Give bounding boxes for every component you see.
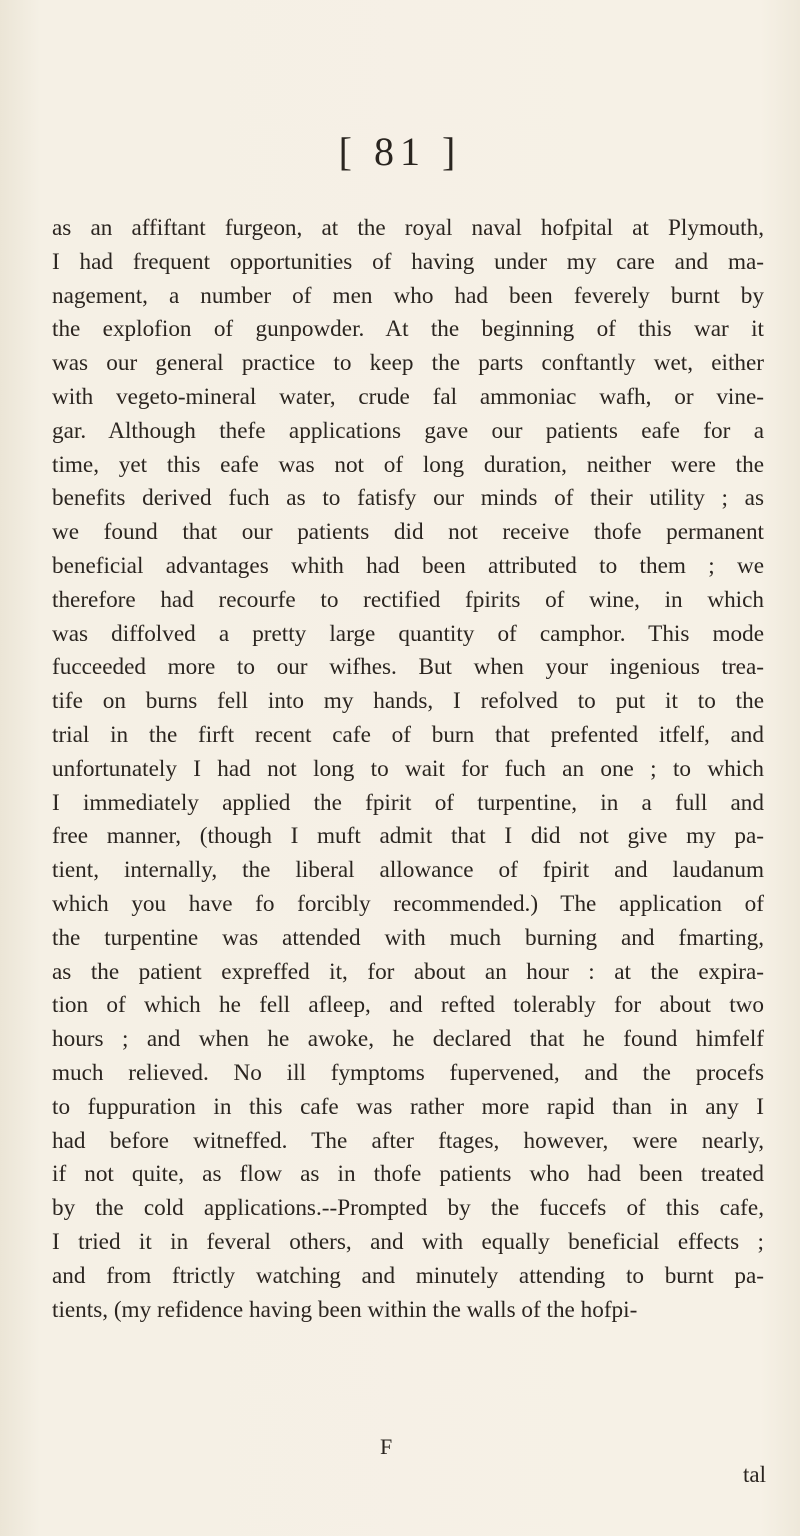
text-line: free manner, (though I muft admit that I did not give my pa-	[52, 823, 764, 850]
text-line: beneficial advantages whith had been attributed to them ; we	[52, 552, 764, 579]
text-line: we found that our patients did not receive thofe permanent	[52, 519, 764, 546]
text-line: I immediately applied the fpirit of turpentine, in a full and	[52, 789, 764, 816]
text-line: hours ; and when he awoke, he declared that he found himfelf	[52, 1026, 764, 1053]
signature-mark: F	[380, 1434, 393, 1459]
catchword: tal	[743, 1462, 766, 1487]
text-line: to fuppuration in this cafe was rather more rapid than in any I	[52, 1093, 764, 1120]
text-line: was our general practice to keep the parts conftantly wet, either	[52, 350, 764, 377]
text-line: trial in the firft recent cafe of burn that prefented itfelf, and	[52, 721, 764, 748]
text-line: as the patient expreffed it, for about an hour : at the expira-	[52, 958, 764, 985]
text-line: was diffolved a pretty large quantity of camphor. This mode	[52, 620, 764, 647]
text-line: gar. Although thefe applications gave our patients eafe for a	[52, 417, 764, 444]
text-line: as an affiftant furgeon, at the royal naval hofpital at Plymouth,	[52, 215, 764, 241]
text-line: if not quite, as flow as in thofe patients who had been treated	[52, 1161, 764, 1188]
text-line: which you have fo forcibly recommended.) The application of	[52, 890, 764, 917]
text-line: therefore had recourfe to rectified fpirits of wine, in which	[52, 586, 764, 613]
text-line: benefits derived fuch as to fatisfy our minds of their utility ; as	[52, 485, 764, 512]
text-line: the turpentine was attended with much burning and fmarting,	[52, 924, 764, 951]
text-line: nagement, a number of men who had been feverely burnt by	[52, 282, 764, 309]
text-line: tion of which he fell afleep, and refted tolerably for about two	[52, 992, 764, 1019]
text-line: tients, (my refidence having been within the walls of the hofpi-	[52, 1296, 638, 1323]
text-line: fucceeded more to our wifhes. But when your ingenious trea-	[52, 654, 764, 681]
page-number-header: [ 81 ]	[338, 129, 462, 174]
text-line: tife on burns fell into my hands, I refolved to put it to the	[52, 688, 764, 715]
text-line: I had frequent opportunities of having under my care and ma-	[52, 248, 764, 275]
text-line: time, yet this eafe was not of long duration, neither were the	[52, 451, 764, 478]
text-line: had before witneffed. The after ftages, however, were nearly,	[52, 1127, 764, 1154]
text-line: by the cold applications.--Prompted by the fuccefs of this cafe,	[52, 1195, 764, 1222]
text-line: with vegeto-mineral water, crude fal ammoniac wafh, or vine-	[52, 383, 764, 410]
text-line: the explofion of gunpowder. At the beginning of this war it	[52, 316, 764, 343]
text-line: much relieved. No ill fymptoms fupervened, and the procefs	[52, 1059, 764, 1086]
text-line: and from ftrictly watching and minutely attending to burnt pa-	[52, 1262, 764, 1289]
text-line: I tried it in feveral others, and with equally beneficial effects ;	[52, 1228, 764, 1255]
text-line: tient, internally, the liberal allowance of fpirit and laudanum	[52, 857, 764, 884]
text-line: unfortunately I had not long to wait for fuch an one ; to which	[52, 755, 764, 782]
body-text	[52, 212, 764, 1327]
